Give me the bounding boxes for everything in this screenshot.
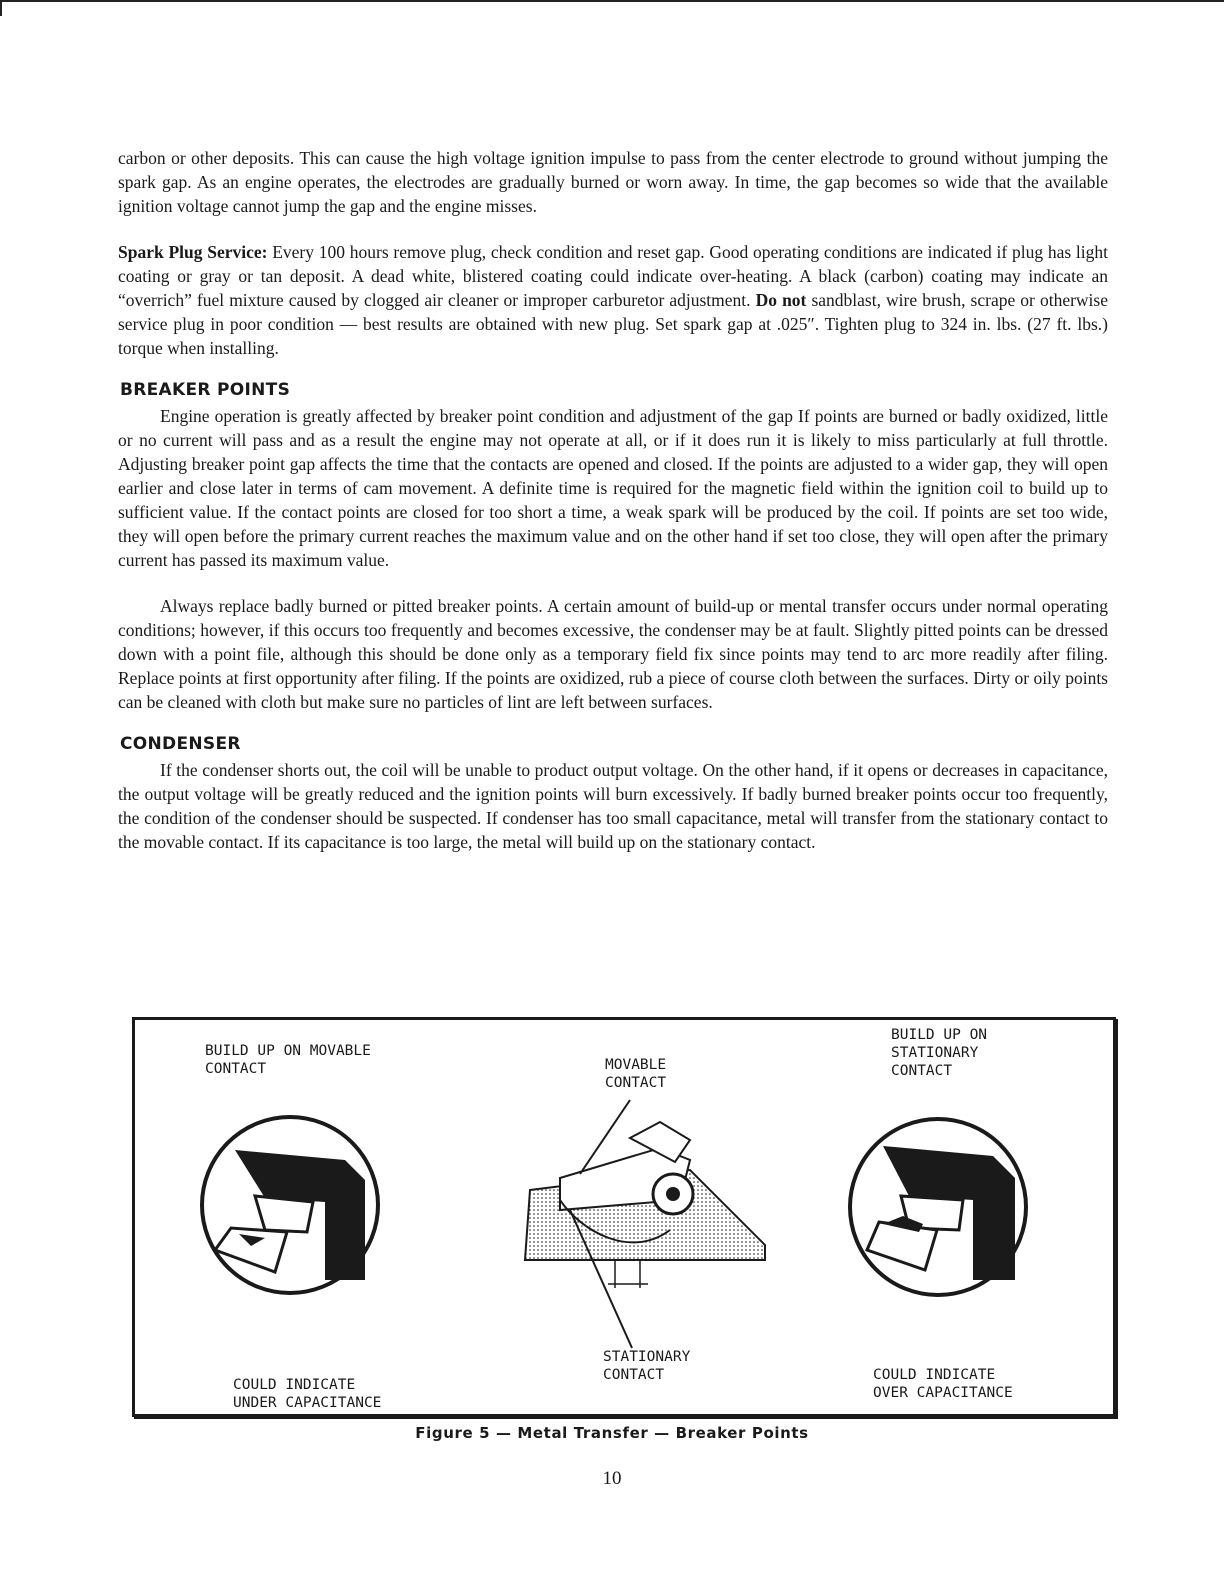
- spark-plug-service-label: Spark Plug Service:: [118, 242, 268, 262]
- spark-plug-service-paragraph: [118, 240, 1108, 360]
- page-corner-mark: [0, 0, 2, 16]
- breaker-points-heading: BREAKER POINTS: [120, 380, 291, 400]
- label-build-up-stationary: BUILD UP ON STATIONARY CONTACT: [891, 1027, 988, 1079]
- spark-plug-service-text-2: sandblast, wire brush, scrape or otherwise service plug in poor condition — best results are obtained with new plug. Set spark gap at .025″. Tighten plug to 324 in. lbs. (27 ft. lbs.) torque when installing.: [118, 290, 1108, 358]
- movable-contact-buildup-illustration: [195, 1110, 385, 1300]
- spark-plug-service-text-1: Every 100 hours remove plug, check condition and reset gap. Good operating conditions are indicated if plug has light coating or gray or tan deposit. A dead white, blistered coating could indicate over-heating. A black (carbon) coating may indicate an “overrich” fuel mixture caused by clogged air cleaner or improper carburetor adjustment.: [118, 242, 1108, 310]
- label-under-capacitance: COULD INDICATE UNDER CAPACITANCE: [233, 1377, 382, 1411]
- page-top-border: [0, 0, 1224, 2]
- breaker-points-assembly-illustration: [520, 1100, 770, 1320]
- label-movable-contact: MOVABLE CONTACT: [605, 1057, 667, 1091]
- figure-caption: Figure 5 — Metal Transfer — Breaker Points: [415, 1424, 809, 1442]
- stationary-contact-buildup-illustration: [843, 1112, 1033, 1302]
- label-stationary-contact: STATIONARY CONTACT: [603, 1349, 691, 1383]
- document-body: [118, 146, 1108, 854]
- figure-metal-transfer: [132, 1017, 1116, 1417]
- intro-paragraph: carbon or other deposits. This can cause the high voltage ignition impulse to pass from the center electrode to ground without jumping the spark gap. As an engine operates, the electrodes are gradually burned or worn away. In time, the gap becomes so wide that the available ignition voltage cannot jump the gap and the engine misses.: [118, 148, 1108, 216]
- label-over-capacitance: COULD INDICATE OVER CAPACITANCE: [873, 1367, 1013, 1401]
- breaker-points-paragraph-1: Engine operation is greatly affected by breaker point condition and adjustment of the gap If points are burned or badly oxidized, little or no current will pass and as a result the engine may not operate at all, or if it does run it is likely to miss particularly at full throttle. Adjusting breaker point gap affects the time that the contacts are opened and closed. If the points are adjusted to a wider gap, they will open earlier and close later in terms of cam movement. A definite time is required for the magnetic field within the ignition coil to build up to sufficient value. If the contact points are closed for too short a time, a weak spark will be produced by the coil. If points are set too wide, they will open before the primary current reaches the maximum value and on the other hand if set too close, they will open after the primary current has passed its maximum value.: [118, 406, 1108, 570]
- breaker-points-paragraph-2: Always replace badly burned or pitted breaker points. A certain amount of build-up or mental transfer occurs under normal operating conditions; however, if this occurs too frequently and becomes excessive, the condenser may be at fault. Slightly pitted points can be dressed down with a point file, although this should be done only as a temporary field fix since points may tend to arc more readily after filing. Replace points at first opportunity after filing. If the points are oxidized, rub a piece of course cloth between the surfaces. Dirty or oily points can be cleaned with cloth but make sure no particles of lint are left between surfaces.: [118, 596, 1108, 712]
- condenser-heading: CONDENSER: [120, 734, 241, 754]
- spark-plug-service-emphasis: Do not: [755, 290, 807, 310]
- condenser-paragraph: If the condenser shorts out, the coil will be unable to product output voltage. On the other hand, if it opens or decreases in capacitance, the output voltage will be greatly reduced and the ignition points will burn excessively. If badly burned breaker points occur too frequently, the condition of the condenser should be suspected. If condenser has too small capacitance, metal will transfer from the stationary contact to the movable contact. If its capacitance is too large, the metal will build up on the stationary contact.: [118, 760, 1108, 852]
- page-number: 10: [602, 1468, 622, 1489]
- label-build-up-movable: BUILD UP ON MOVABLE CONTACT: [205, 1043, 371, 1077]
